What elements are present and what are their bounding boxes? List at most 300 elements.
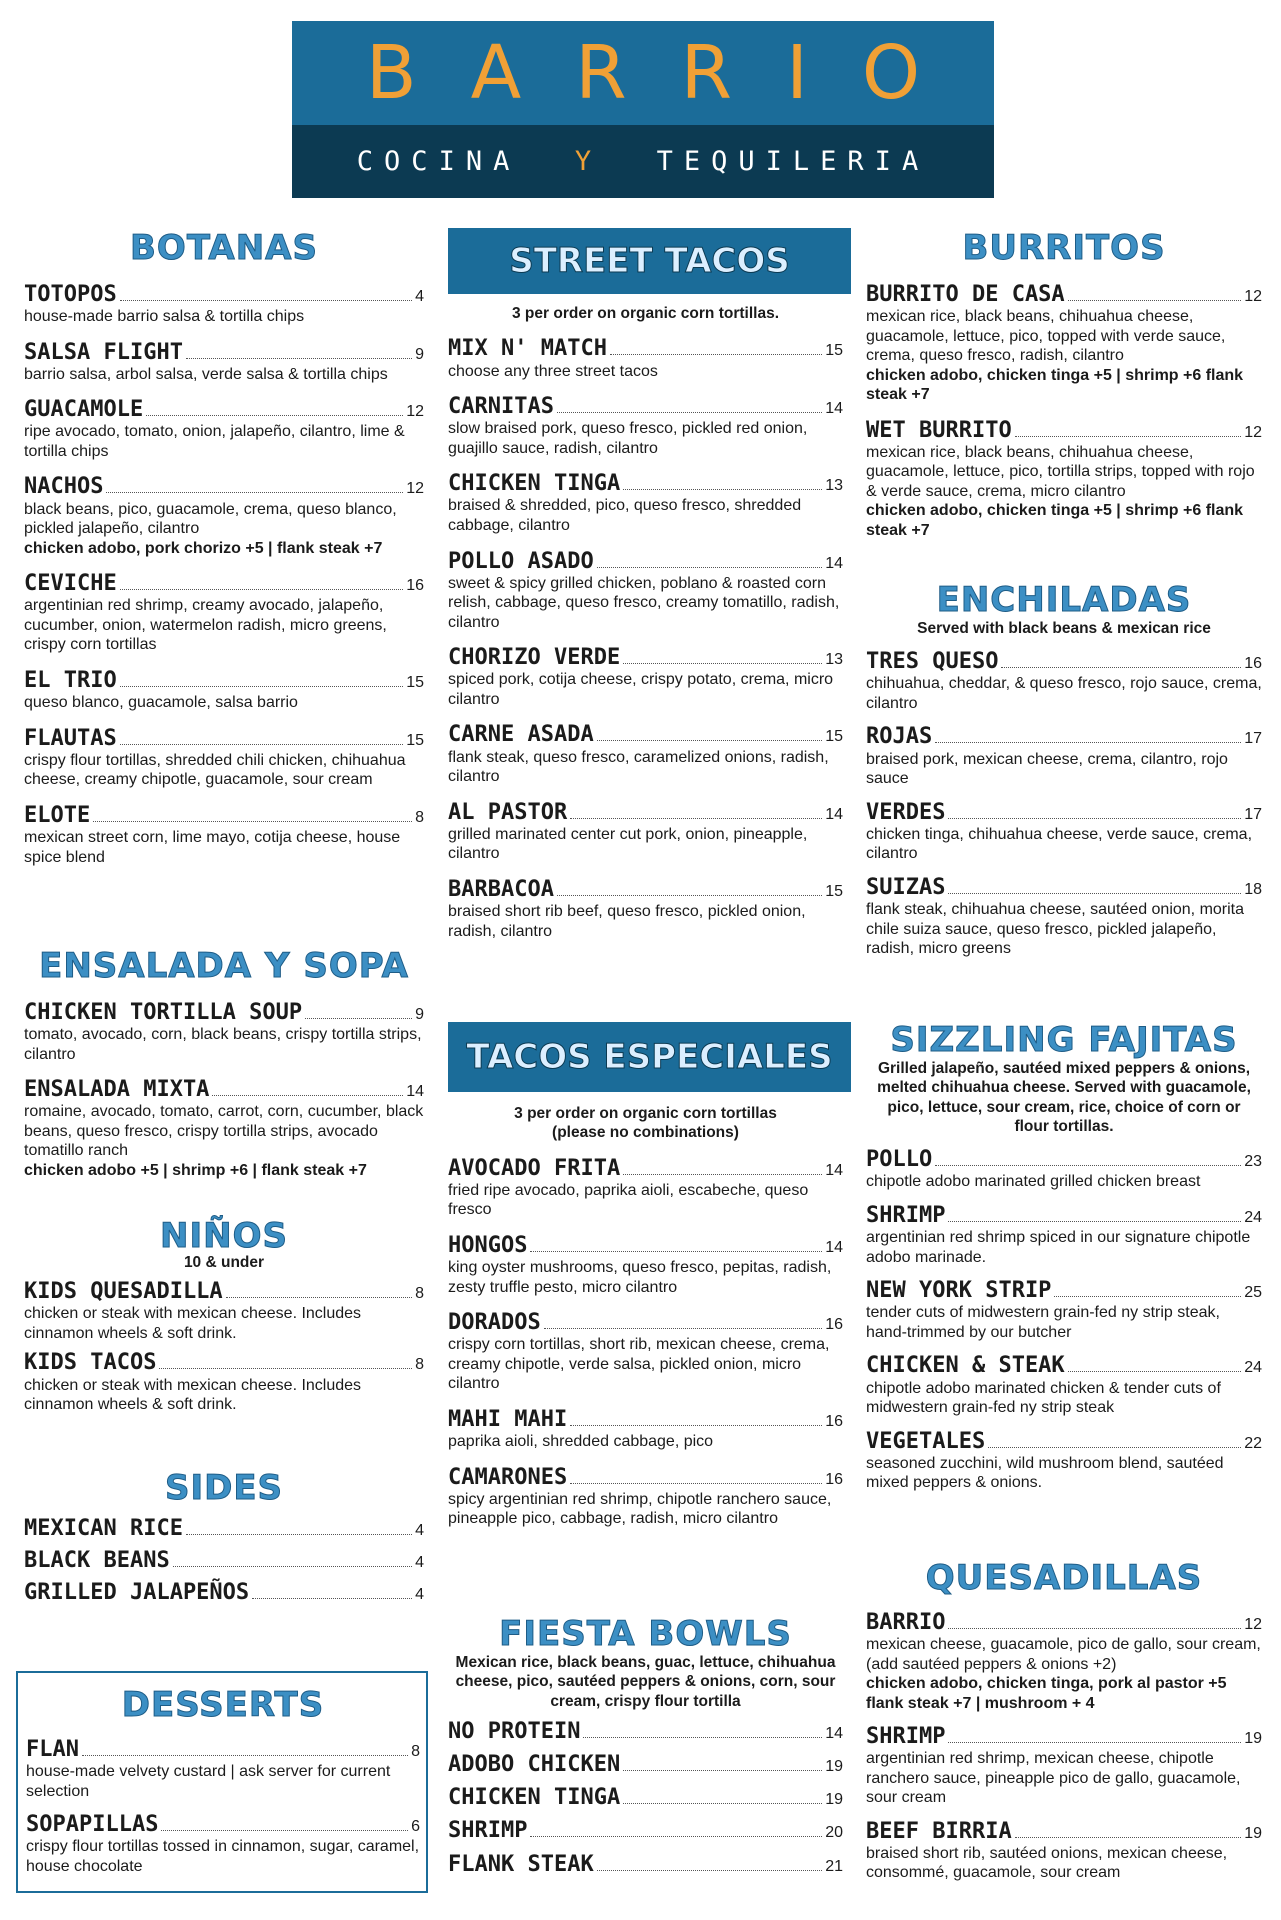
menu-item-header	[24, 341, 424, 365]
menu-item-price: 19	[1244, 1824, 1262, 1842]
menu-item-addons: chicken adobo, chicken tinga +5 | shrimp +6 flank steak +7	[866, 502, 1244, 539]
dot-leader	[570, 818, 822, 819]
menu-item-price: 16	[406, 577, 424, 595]
menu-item-price: 14	[825, 805, 843, 823]
menu-item-name: GUACAMOLE	[24, 397, 144, 423]
barrio-logo	[292, 21, 994, 198]
menu-item-price: 12	[406, 403, 424, 421]
menu-item-name: WET BURRITO	[866, 417, 1012, 443]
menu-item-description: paprika aioli, shredded cabbage, pico	[448, 1433, 714, 1451]
menu-item-header	[448, 1234, 843, 1258]
menu-item-name: GRILLED JALAPEÑOS	[24, 1580, 250, 1606]
menu-item-price: 17	[1244, 730, 1262, 748]
dot-leader	[948, 1221, 1241, 1222]
menu-item-description: flank steak, chihuahua cheese, sautéed onion, morita chile suiza sauce, queso fresco, pickled jalapeño, radish, micro greens	[866, 901, 1245, 958]
menu-item-price: 4	[415, 287, 424, 305]
menu-item-header	[866, 419, 1262, 443]
menu-item	[448, 878, 843, 941]
menu-item-name: AL PASTOR	[448, 799, 568, 825]
menu-item-header	[448, 1853, 843, 1877]
menu-item-price: 15	[406, 673, 424, 691]
menu-item-description: crispy corn tortillas, short rib, mexican cheese, crema, creamy chipotle, verde salsa, pickled onion, micro cilantro	[448, 1336, 830, 1393]
menu-item	[448, 1753, 843, 1777]
menu-item	[24, 1581, 424, 1605]
dot-leader	[623, 489, 822, 490]
menu-item-header	[24, 804, 424, 828]
menu-item	[24, 1517, 424, 1541]
menu-item-list	[448, 1720, 843, 1877]
menu-item-name: CHORIZO VERDE	[448, 645, 621, 671]
menu-item-price: 16	[825, 1316, 843, 1334]
menu-item-description: braised short rib beef, queso fresco, pickled onion, radish, cilantro	[448, 903, 806, 940]
section-botanas	[24, 228, 424, 867]
menu-item-name: HONGOS	[448, 1232, 528, 1258]
section-desserts	[26, 1685, 420, 1876]
dot-leader	[120, 300, 412, 301]
menu-item	[448, 395, 843, 458]
menu-item-description: chicken or steak with mexican cheese. Includes cinnamon wheels & soft drink.	[24, 1376, 362, 1414]
dot-leader	[1015, 436, 1242, 437]
menu-item-header	[24, 1078, 424, 1102]
menu-item-list	[866, 1148, 1262, 1493]
menu-item-header	[866, 1354, 1262, 1378]
menu-item-name: NEW YORK STRIP	[866, 1278, 1052, 1304]
menu-item-header	[24, 1549, 424, 1573]
dot-leader	[623, 1174, 822, 1175]
menu-item-price: 21	[825, 1857, 843, 1875]
section-title: QUESADILLAS	[925, 1558, 1203, 1598]
menu-item-description: queso blanco, guacamole, salsa barrio	[24, 694, 298, 712]
menu-item	[448, 1234, 843, 1297]
menu-item-list	[26, 1738, 420, 1876]
menu-item	[24, 1078, 424, 1180]
menu-item-description: chipotle adobo marinated chicken & tender cuts of midwestern grain-fed ny strip steak	[866, 1379, 1221, 1417]
menu-item-description: ripe avocado, tomato, onion, jalapeño, cilantro, lime & tortilla chips	[24, 423, 405, 460]
menu-item-list	[24, 283, 424, 867]
menu-item	[448, 801, 843, 864]
menu-item-price: 15	[825, 342, 843, 360]
menu-item-price: 16	[825, 1470, 843, 1488]
menu-item-name: CHICKEN & STEAK	[866, 1353, 1065, 1379]
section-fajitas	[866, 1020, 1262, 1493]
menu-item-header	[24, 727, 424, 751]
menu-item-addons: chicken adobo, chicken tinga +5 | shrimp +6 flank steak +7	[866, 366, 1244, 404]
dot-leader	[557, 412, 822, 413]
menu-item-description: chicken or steak with mexican cheese. Includes cinnamon wheels & soft drink.	[24, 1305, 362, 1342]
menu-item-description: argentinian red shrimp, mexican cheese, chipotle ranchero sauce, pineapple pico de gallo, guacamole, sour cream	[866, 1750, 1241, 1807]
menu-item-description: crispy flour tortillas, shredded chili chicken, chihuahua cheese, creamy chipotle, guacamole, sour cream	[24, 751, 406, 789]
menu-item-header	[866, 1725, 1262, 1749]
menu-item	[448, 550, 843, 633]
menu-item-header	[24, 398, 424, 422]
section-title: SIDES	[164, 1468, 284, 1508]
menu-item-name: TOTOPOS	[24, 281, 117, 307]
menu-item-description: mexican cheese, guacamole, pico de gallo, sour cream, (add sautéed peppers & onions +2)	[866, 1635, 1261, 1673]
menu-item-name: TRES QUESO	[866, 649, 999, 675]
menu-item-name: POLLO	[866, 1147, 933, 1173]
menu-item-list	[866, 283, 1262, 541]
menu-item-header	[24, 1581, 424, 1605]
menu-item	[24, 1351, 424, 1414]
menu-item-price: 17	[1244, 805, 1262, 823]
menu-item-description: crispy flour tortillas tossed in cinnamon, sugar, caramel, house chocolate	[26, 1838, 420, 1875]
menu-item-name: KIDS QUESADILLA	[24, 1279, 223, 1305]
menu-item	[866, 1430, 1262, 1493]
dot-leader	[948, 818, 1241, 819]
menu-item-addons: chicken adobo, chicken tinga, pork al pastor +5 flank steak +7 | mushroom + 4	[866, 1675, 1227, 1712]
menu-item-header	[866, 1204, 1262, 1228]
menu-item-header	[26, 1813, 420, 1837]
section-enchiladas	[866, 580, 1262, 959]
section-sides	[24, 1468, 424, 1605]
menu-item-header	[448, 1753, 843, 1777]
menu-item-description: argentinian red shrimp, creamy avocado, jalapeño, cucumber, onion, watermelon radish, micro greens, crispy corn tortillas	[24, 597, 387, 654]
menu-item-name: ELOTE	[24, 802, 91, 828]
menu-item-header	[448, 550, 843, 574]
menu-item-price: 12	[1244, 423, 1262, 441]
menu-item	[24, 398, 424, 461]
menu-item-header	[24, 475, 424, 499]
dot-leader	[597, 567, 823, 568]
menu-item-header	[866, 725, 1262, 749]
menu-item-name: MIX N' MATCH	[448, 336, 607, 362]
menu-item-list	[24, 1280, 424, 1414]
menu-item-name: SHRIMP	[448, 1818, 528, 1844]
menu-item-price: 16	[1244, 655, 1262, 673]
menu-item-name: BEEF BIRRIA	[866, 1818, 1012, 1844]
menu-item-description: tomato, avocado, corn, black beans, crispy tortilla strips, cilantro	[24, 1025, 422, 1063]
section-title: ENSALADA Y SOPA	[39, 946, 409, 986]
menu-item-name: POLLO ASADO	[448, 548, 594, 574]
menu-item-name: SHRIMP	[866, 1724, 946, 1750]
dot-leader	[610, 354, 822, 355]
dot-leader	[1068, 300, 1242, 301]
section-fiesta-bowls	[448, 1614, 843, 1877]
menu-item	[24, 669, 424, 713]
menu-item	[448, 337, 843, 381]
menu-item-name: VERDES	[866, 799, 946, 825]
menu-item-header	[866, 283, 1262, 307]
section-title: SIZZLING FAJITAS	[890, 1020, 1238, 1060]
menu-item-price: 14	[825, 1238, 843, 1256]
dot-leader	[1054, 1296, 1241, 1297]
menu-item-description: flank steak, queso fresco, caramelized onions, radish, cilantro	[448, 748, 829, 786]
menu-item-description: braised & shredded, pico, queso fresco, shredded cabbage, cilantro	[448, 497, 802, 534]
menu-item-price: 9	[415, 345, 424, 363]
menu-item-price: 14	[825, 400, 843, 418]
dot-leader	[106, 492, 403, 493]
menu-item-description: sweet & spicy grilled chicken, poblano & roasted corn relish, cabbage, queso fresco, creamy tomatillo, radish, cilantro	[448, 574, 840, 631]
menu-item-price: 13	[825, 477, 843, 495]
section-note: 3 per order on organic corn tortillas.	[512, 305, 779, 322]
menu-item-price: 12	[1244, 287, 1262, 305]
section-title: NIÑOS	[160, 1216, 288, 1256]
menu-item-description: argentinian red shrimp spiced in our signature chipotle adobo marinade.	[866, 1229, 1251, 1266]
menu-item-price: 8	[415, 808, 424, 826]
dot-leader	[623, 663, 822, 664]
menu-item-header	[448, 395, 843, 419]
menu-item	[866, 725, 1262, 788]
dot-leader	[161, 1830, 408, 1831]
menu-item-name: BARBACOA	[448, 876, 554, 902]
menu-item-price: 14	[825, 1724, 843, 1742]
menu-item	[24, 283, 424, 327]
menu-item-price: 8	[415, 1356, 424, 1374]
menu-item-list	[866, 1611, 1262, 1883]
menu-item-name: CHICKEN TORTILLA SOUP	[24, 999, 303, 1025]
menu-item-description: seasoned zucchini, wild mushroom blend, sautéed mixed peppers & onions.	[866, 1454, 1224, 1492]
menu-item-header	[448, 1466, 843, 1490]
menu-item-price: 18	[1244, 880, 1262, 898]
menu-item-name: NACHOS	[24, 474, 104, 500]
menu-item-name: NO PROTEIN	[448, 1718, 581, 1744]
menu-item-header	[448, 801, 843, 825]
dot-leader	[120, 686, 403, 687]
dot-leader	[544, 1328, 822, 1329]
dot-leader	[1068, 1371, 1242, 1372]
dot-leader	[935, 1165, 1241, 1166]
menu-item	[448, 1157, 843, 1220]
menu-item-description: fried ripe avocado, paprika aioli, escabeche, queso fresco	[448, 1181, 809, 1219]
dot-leader	[530, 1836, 822, 1837]
menu-item-header	[24, 283, 424, 307]
menu-item-header	[448, 646, 843, 670]
menu-item	[866, 1725, 1262, 1808]
menu-item	[24, 1001, 424, 1064]
menu-item-header	[866, 1148, 1262, 1172]
menu-item-name: ROJAS	[866, 724, 933, 750]
menu-item-price: 12	[1244, 1615, 1262, 1633]
menu-item-price: 24	[1244, 1209, 1262, 1226]
menu-item-header	[448, 1720, 843, 1744]
section-note: 3 per order on organic corn tortillas (please no combinations)	[514, 1105, 777, 1142]
menu-item-header	[866, 1430, 1262, 1454]
menu-item-price: 19	[1244, 1730, 1262, 1748]
dot-leader	[186, 1534, 412, 1535]
menu-item-header	[24, 1351, 424, 1375]
menu-item	[866, 1204, 1262, 1267]
menu-item-name: ADOBO CHICKEN	[448, 1752, 621, 1778]
menu-item	[24, 727, 424, 790]
dot-leader	[948, 1628, 1241, 1629]
dot-leader	[557, 895, 822, 896]
menu-item-header	[448, 337, 843, 361]
dot-leader	[623, 1770, 822, 1771]
menu-item-name: MEXICAN RICE	[24, 1515, 183, 1541]
menu-item-description: slow braised pork, queso fresco, pickled red onion, guajillo sauce, radish, cilantro	[448, 420, 808, 457]
menu-item-name: MAHI MAHI	[448, 1406, 568, 1432]
menu-item-name: FLANK STEAK	[448, 1851, 594, 1877]
section-banner: TACOS ESPECIALES	[448, 1022, 851, 1092]
section-title: BURRITOS	[962, 228, 1166, 268]
menu-item-name: SOPAPILLAS	[26, 1812, 159, 1838]
menu-item-header	[448, 1786, 843, 1810]
menu-item-list	[448, 1157, 843, 1529]
menu-item	[448, 1466, 843, 1529]
dot-leader	[530, 1251, 822, 1252]
menu-item-description: mexican rice, black beans, chihuahua cheese, guacamole, lettuce, pico, topped with verde sauce, crema, queso fresco, radish, cilantro	[866, 307, 1226, 365]
menu-item	[866, 801, 1262, 864]
menu-item	[866, 1354, 1262, 1417]
menu-item	[448, 472, 843, 535]
menu-item	[24, 1280, 424, 1343]
dot-leader	[120, 744, 403, 745]
menu-item	[24, 1549, 424, 1573]
menu-item-header	[866, 1279, 1262, 1303]
menu-item-description: spiced pork, cotija cheese, crispy potato, crema, micro cilantro	[448, 671, 834, 708]
dot-leader	[935, 742, 1241, 743]
dot-leader	[988, 1447, 1241, 1448]
menu-item	[24, 341, 424, 385]
menu-item-description: black beans, pico, guacamole, crema, queso blanco, pickled jalapeño, cilantro	[24, 500, 397, 538]
section-title: BOTANAS	[130, 228, 318, 268]
menu-item-name: BURRITO DE CASA	[866, 281, 1065, 307]
menu-item-name: BARRIO	[866, 1609, 946, 1635]
dot-leader	[252, 1598, 412, 1599]
menu-item-header	[448, 878, 843, 902]
menu-item-header	[866, 1820, 1262, 1844]
menu-item-header	[866, 1611, 1262, 1635]
section-note: Mexican rice, black beans, guac, lettuce, chihuahua cheese, pico, sautéed peppers & onions, corn, sour cream, crispy flour tortilla	[455, 1653, 836, 1710]
menu-item-price: 16	[825, 1412, 843, 1430]
menu-item-price: 23	[1244, 1153, 1262, 1171]
menu-item-description: house-made barrio salsa & tortilla chips	[24, 307, 305, 325]
menu-item	[448, 646, 843, 709]
menu-item-price: 24	[1244, 1359, 1262, 1377]
menu-item-price: 8	[415, 1285, 424, 1303]
menu-item-name: CAMARONES	[448, 1464, 568, 1490]
section-note: 10 & under	[183, 1253, 265, 1271]
dot-leader	[226, 1297, 412, 1298]
menu-item-list	[866, 650, 1262, 958]
section-ninos	[24, 1216, 424, 1415]
dot-leader	[82, 1755, 408, 1756]
menu-item-description: grilled marinated center cut pork, onion, pineapple, cilantro	[448, 825, 808, 863]
menu-item-name: SHRIMP	[866, 1203, 946, 1228]
menu-item-header	[24, 1280, 424, 1304]
menu-item-description: romaine, avocado, tomato, carrot, corn, cucumber, black beans, queso fresco, crispy tortilla strips, avocado tomatillo ranch	[24, 1103, 424, 1160]
menu-item-price: 22	[1244, 1434, 1262, 1452]
menu-item-price: 14	[825, 1161, 843, 1179]
menu-item-description: braised pork, mexican cheese, crema, cilantro, rojo sauce	[866, 750, 1228, 788]
menu-item	[866, 419, 1262, 541]
dot-leader	[93, 821, 412, 822]
menu-item	[24, 475, 424, 558]
menu-item-description: house-made velvety custard | ask server for current selection	[26, 1762, 391, 1800]
menu-item	[866, 876, 1262, 959]
menu-item-header	[448, 1311, 843, 1335]
dot-leader	[212, 1095, 403, 1096]
section-note: Served with black beans & mexican rice	[917, 619, 1211, 637]
menu-item-name: FLAN	[26, 1736, 79, 1762]
menu-item	[448, 1720, 843, 1744]
menu-item	[866, 1820, 1262, 1883]
menu-item-price: 13	[825, 651, 843, 669]
menu-item-name: CARNE ASADA	[448, 722, 594, 748]
menu-item-header	[448, 1157, 843, 1181]
menu-item-price: 15	[825, 882, 843, 900]
menu-item-price: 4	[415, 1586, 424, 1604]
menu-item-price: 15	[825, 728, 843, 746]
menu-item-price: 9	[415, 1005, 424, 1023]
menu-item	[448, 723, 843, 786]
dot-leader	[120, 589, 403, 590]
menu-item	[448, 1408, 843, 1452]
section-note: Grilled jalapeño, sautéed mixed peppers & onions, melted chihuahua cheese. Served with guacamole, pico, lettuce, sour cream, rice, choice of corn or flour tortillas.	[877, 1059, 1251, 1135]
menu-item-name: AVOCADO FRITA	[448, 1155, 621, 1181]
menu-item-name: EL TRIO	[24, 667, 117, 693]
menu-item	[866, 1279, 1262, 1342]
menu-item-price: 19	[825, 1791, 843, 1809]
dot-leader	[570, 1425, 822, 1426]
brand-name: BARRIO	[365, 30, 975, 116]
menu-item-header	[448, 472, 843, 496]
dot-leader	[597, 740, 823, 741]
menu-item-header	[866, 876, 1262, 900]
section-title: FIESTA BOWLS	[499, 1614, 792, 1654]
menu-item-name: ENSALADA MIXTA	[24, 1077, 210, 1103]
menu-item-header	[448, 1408, 843, 1432]
menu-item-price: 12	[406, 480, 424, 498]
menu-item-price: 25	[1244, 1284, 1262, 1302]
dot-leader	[948, 1742, 1241, 1743]
menu-item	[26, 1738, 420, 1801]
menu-item-header	[448, 723, 843, 747]
menu-item	[448, 1311, 843, 1394]
menu-item-header	[24, 572, 424, 596]
menu-item-header	[866, 650, 1262, 674]
menu-item-description: chihuahua, cheddar, & queso fresco, rojo sauce, crema, cilantro	[866, 675, 1262, 712]
menu-item	[448, 1819, 843, 1843]
menu-item-price: 20	[825, 1824, 843, 1842]
section-tacos-especiales	[448, 1022, 843, 1529]
section-banner: STREET TACOS	[448, 228, 851, 294]
menu-item-price: 14	[406, 1083, 424, 1101]
desserts-box	[16, 1671, 428, 1893]
menu-item	[866, 283, 1262, 405]
menu-item-addons: chicken adobo +5 | shrimp +6 | flank steak +7	[24, 1161, 367, 1179]
section-street-tacos	[448, 228, 843, 941]
section-ensalada	[24, 946, 424, 1180]
menu-item-name: BLACK BEANS	[24, 1547, 170, 1573]
menu-item-description: mexican street corn, lime mayo, cotija cheese, house spice blend	[24, 829, 401, 866]
menu-item-list	[24, 1517, 424, 1606]
dot-leader	[186, 358, 412, 359]
menu-item-name: CEVICHE	[24, 571, 117, 597]
menu-item-header	[448, 1819, 843, 1843]
menu-item-name: CARNITAS	[448, 394, 554, 420]
dot-leader	[173, 1566, 412, 1567]
dot-leader	[597, 1870, 823, 1871]
menu-item-header	[24, 669, 424, 693]
menu-item	[866, 1148, 1262, 1192]
menu-item-addons: chicken adobo, pork chorizo +5 | flank steak +7	[24, 539, 383, 557]
menu-item-name: CHICKEN TINGA	[448, 471, 621, 497]
menu-item-description: king oyster mushrooms, queso fresco, pepitas, radish, zesty truffle pesto, micro cilantro	[448, 1259, 832, 1296]
menu-item-description: choose any three street tacos	[448, 362, 658, 380]
menu-item	[24, 572, 424, 655]
dot-leader	[146, 415, 403, 416]
menu-item-price: 4	[415, 1521, 424, 1539]
menu-item-name: SALSA FLIGHT	[24, 339, 183, 365]
menu-item-price: 15	[406, 731, 424, 749]
section-quesadillas	[866, 1558, 1262, 1883]
menu-item-description: braised short rib, sautéed onions, mexican cheese, consommé, guacamole, sour cream	[866, 1844, 1228, 1882]
menu-item-list	[24, 1001, 424, 1180]
section-title: ENCHILADAS	[936, 580, 1192, 620]
dot-leader	[948, 893, 1241, 894]
menu-item-price: 6	[411, 1818, 420, 1836]
